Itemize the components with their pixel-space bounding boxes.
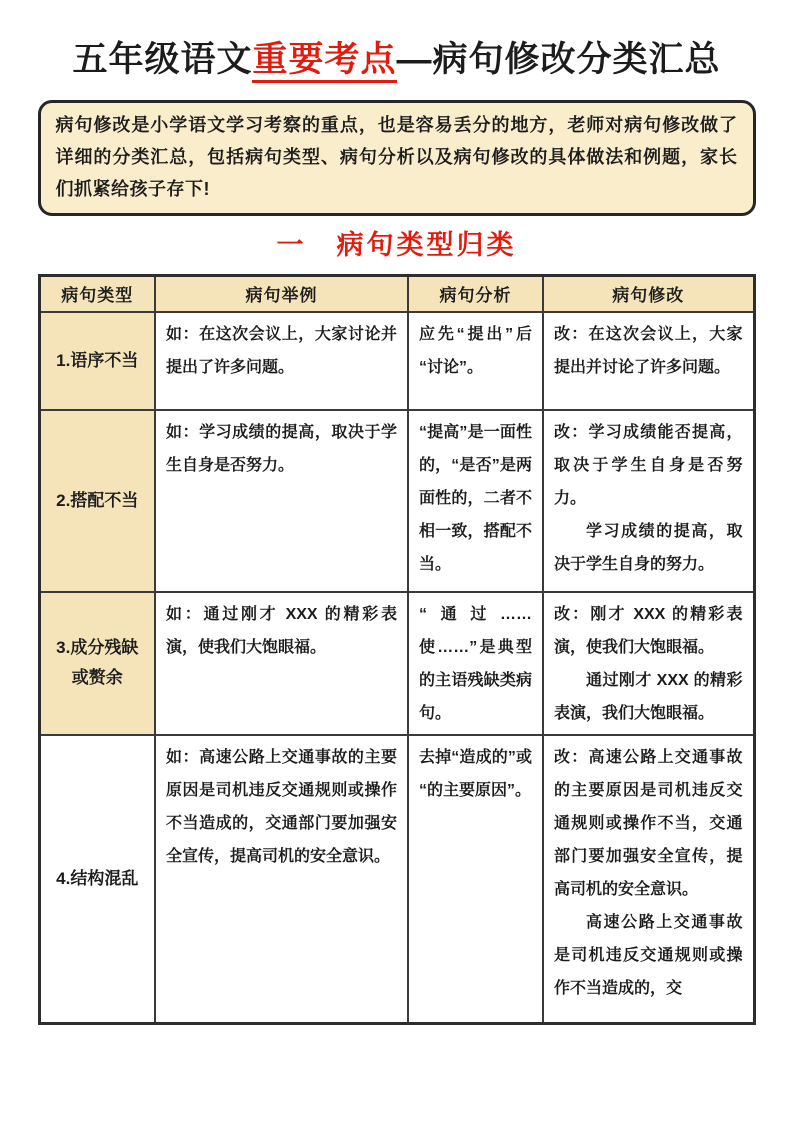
example-text: 如：学习成绩的提高，取决于学生自身是否努力。 [166,423,397,474]
row-type-cell: 4.结构混乱 [39,735,155,1024]
table-header-row [39,276,754,312]
analysis-text: 去掉“造成的”或“的主要原因”。 [419,748,532,799]
sentence-error-table [38,274,756,1025]
intro-box [38,100,756,216]
row-example-cell [155,312,408,410]
intro-text: 病句修改是小学语文学习考察的重点，也是容易丢分的地方，老师对病句修改做了详细的分类汇总，包括病句类型、病句分析以及病句修改的具体做法和例题，家长们抓紧给孩子存下! [55,115,738,199]
page-title [0,38,793,82]
table-row [39,312,754,410]
row-type-cell: 1.语序不当 [39,312,155,410]
row-example-cell [155,410,408,592]
header-analysis: 病句分析 [408,276,543,312]
row-analysis-cell [408,592,543,735]
header-type: 病句类型 [39,276,155,312]
row-type-cell: 2.搭配不当 [39,410,155,592]
title-prefix: 五年级语文 [72,40,253,79]
example-text: 如：高速公路上交通事故的主要原因是司机违反交通规则或操作不当造成的，交通部门要加强安全宣传，提高司机的安全意识。 [166,748,397,865]
header-correction: 病句修改 [543,276,754,312]
row-analysis-cell [408,735,543,1024]
correction-text-2: 学习成绩的提高，取决于学生自身的努力。 [554,522,743,573]
row-analysis-cell [408,410,543,592]
title-highlight: 重要考点 [252,40,396,83]
correction-clip-area [554,741,743,1005]
correction-text: 改：学习成绩能否提高，取决于学生自身是否努力。 [554,423,743,507]
analysis-text: “提高”是一面性的，“是否”是两面性的，二者不相一致，搭配不当。 [419,423,532,573]
row-type-cell: 3.成分残缺或赘余 [39,592,155,735]
header-example: 病句举例 [155,276,408,312]
correction-text: 改：高速公路上交通事故的主要原因是司机违反交通规则或操作不当，交通部门要加强安全宣传，提高司机的安全意识。 [554,748,743,898]
correction-text: 改：刚才 XXX 的精彩表演，使我们大饱眼福。 [554,605,743,656]
title-suffix: —病句修改分类汇总 [396,40,721,79]
analysis-text: “通过……使……”是典型的主语残缺类病句。 [419,605,532,722]
row-example-cell [155,592,408,735]
section-heading: 一 病句类型归类 [276,230,517,260]
row-correction-cell [543,735,754,1024]
row-example-cell [155,735,408,1024]
table-row [39,410,754,592]
correction-text-2: 通过刚才 XXX 的精彩表演，我们大饱眼福。 [554,671,743,722]
correction-text: 改：在这次会议上，大家提出并讨论了许多问题。 [554,325,743,376]
table-row [39,592,754,735]
example-text: 如：在这次会议上，大家讨论并提出了许多问题。 [166,325,397,376]
table-row [39,735,754,1024]
row-correction-cell [543,410,754,592]
example-text: 如：通过刚才 XXX 的精彩表演，使我们大饱眼福。 [166,605,397,656]
correction-text-2: 高速公路上交通事故是司机违反交通规则或操作不当造成的，交 [554,913,743,997]
row-correction-cell [543,312,754,410]
row-correction-cell [543,592,754,735]
row-analysis-cell [408,312,543,410]
analysis-text: 应先“提出”后“讨论”。 [419,325,532,376]
